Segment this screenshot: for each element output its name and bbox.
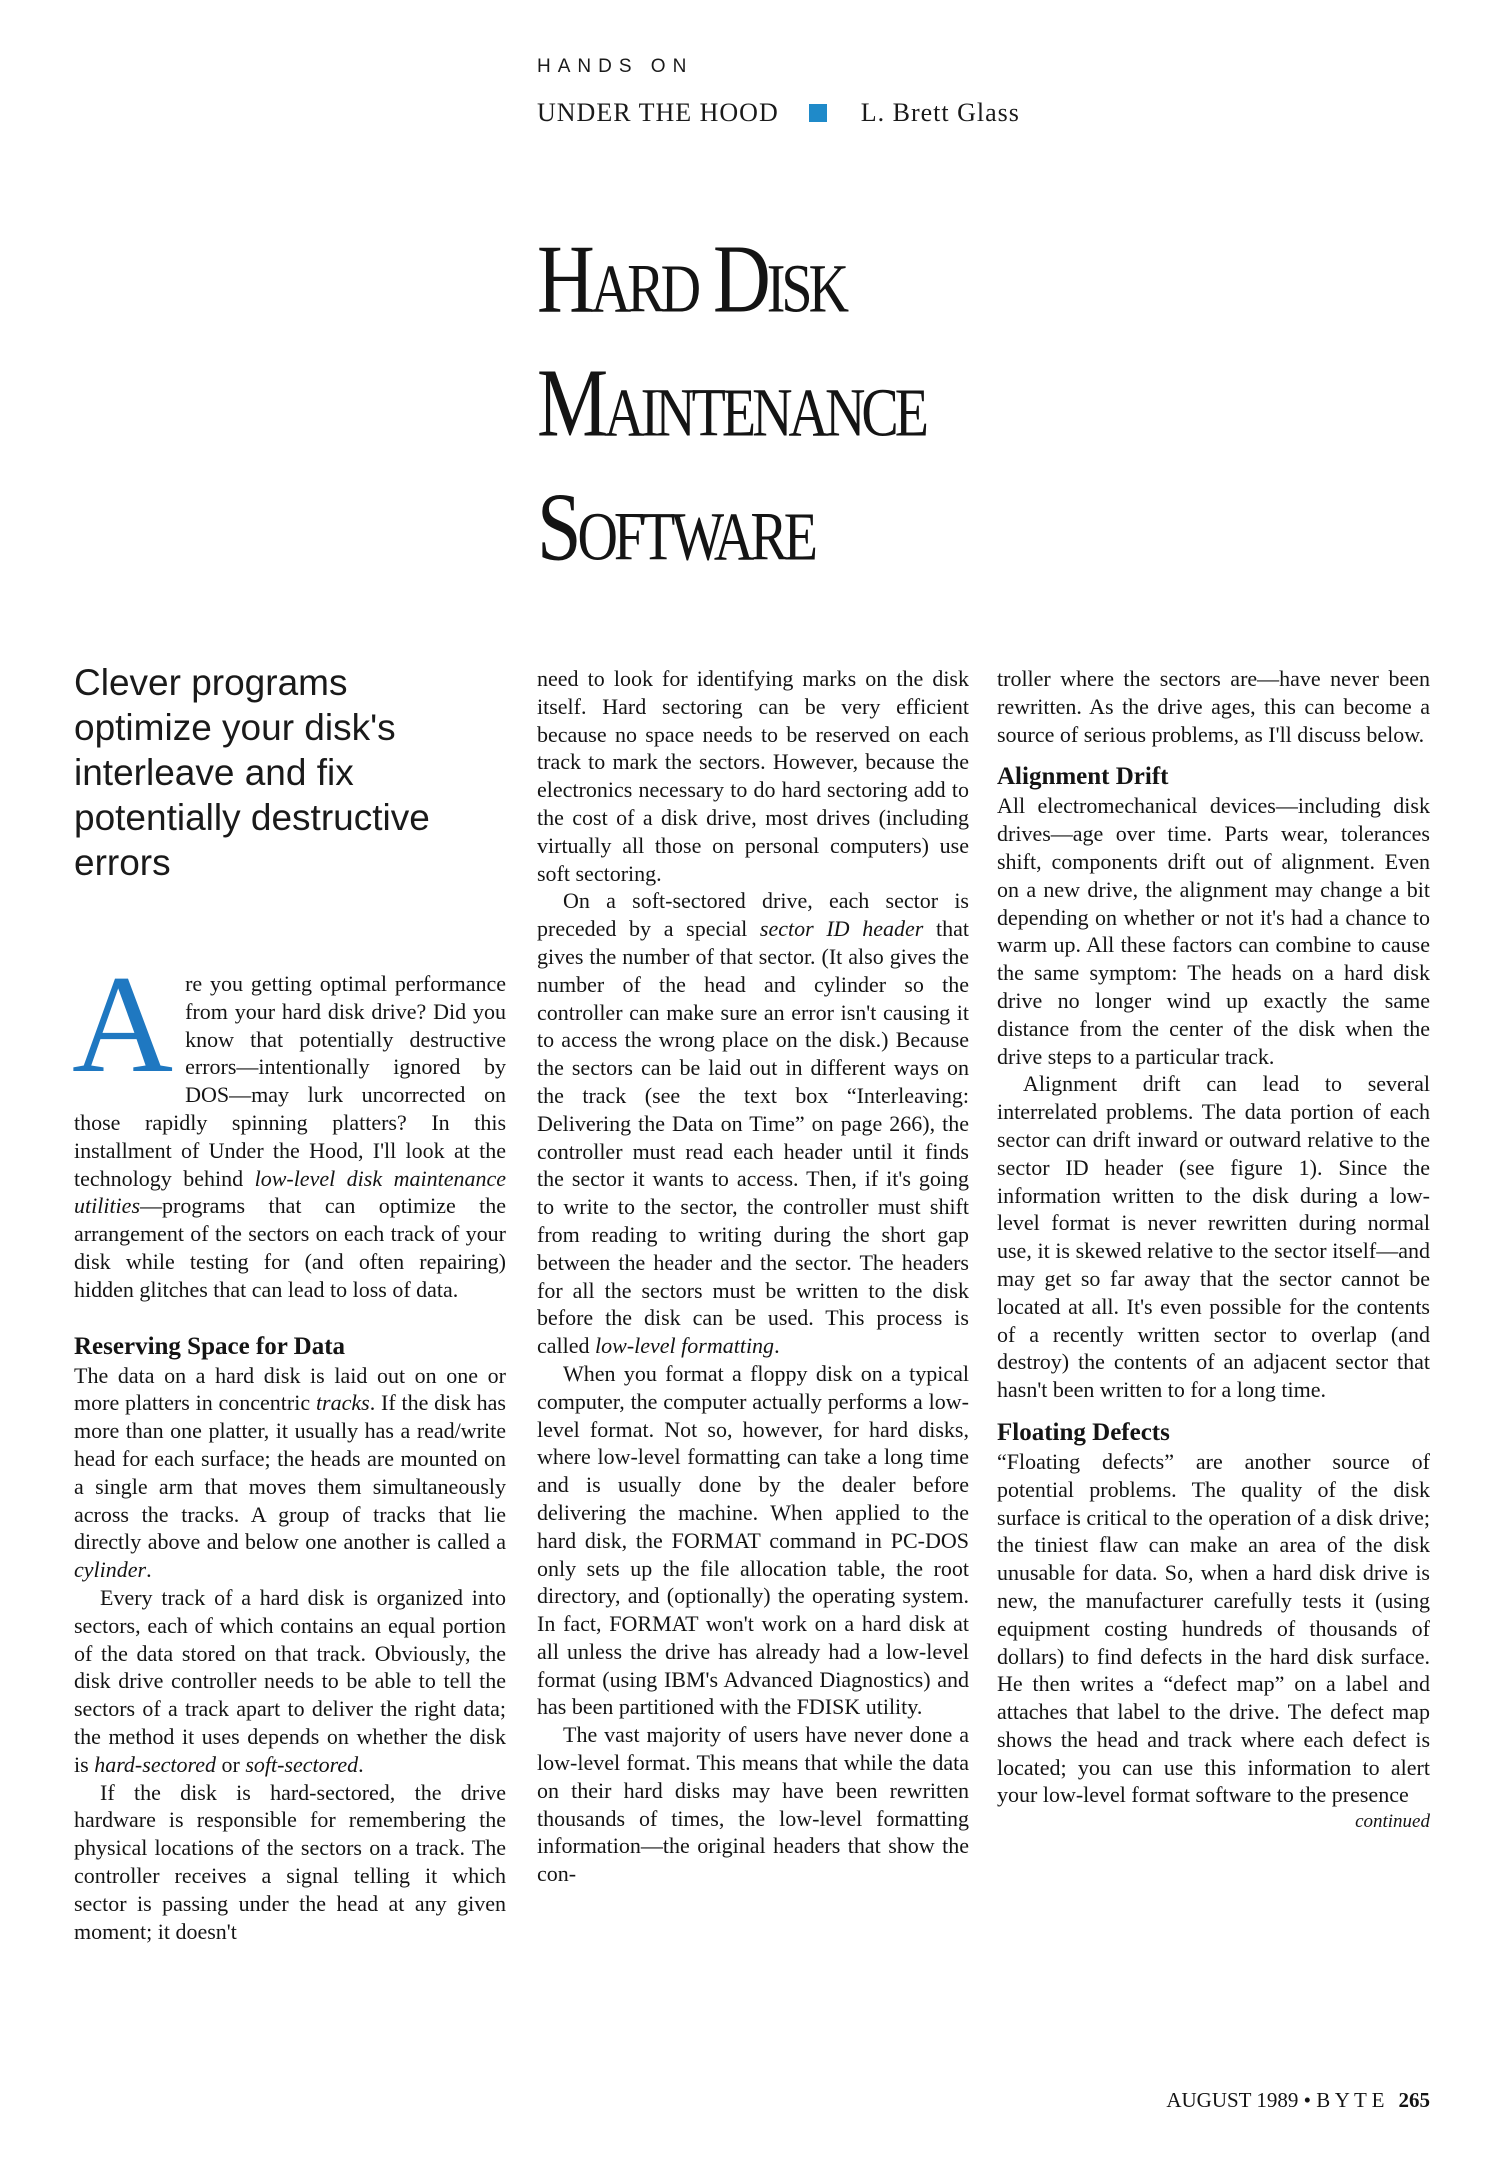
subheading: Alignment Drift xyxy=(997,763,1169,791)
issue-line: AUGUST 1989 • B Y T E xyxy=(1166,2088,1385,2112)
paragraph: need to look for identifying marks on the disk itself. Hard sectoring can be very efficient because no space needs to be reserved on each track to mark the sectors. However, because the electronics necessary to do hard sectoring add to the cost of a disk drive, most drives (including virtually all those on personal computers) use soft sectoring. xyxy=(537,666,969,886)
paragraph: troller where the sectors are—have never been rewritten. As the drive ages, this can become a source of serious problems, as I'll discuss below. xyxy=(997,666,1430,747)
paragraph: When you format a floppy disk on a typical computer, the computer actually performs a low-level format. Not so, however, for hard disks, where low-level formatting can take a long time and is usually done by the dealer before delivering the machine. When applied to the hard disk, the FORMAT command in PC-DOS only sets up the file allocation table, the root directory, and (optionally) the operating system. In fact, FORMAT won't work on a hard disk at all unless the drive has already had a low-level format (using IBM's Advanced Diagnostics) and has been partitioned with the FDISK utility. xyxy=(537,1360,969,1720)
paragraph: Every track of a hard disk is organized into sectors, each of which contains an equal portion of the data stored on that track. Obviously, the disk drive controller needs to be able to tell the sectors of a track apart to deliver the right data; the method it uses depends on whether the disk is hard-sectored or soft-sectored. xyxy=(74,1584,506,1777)
paragraph: On a soft-sectored drive, each sector is preceded by a special sector ID header that gives the number of that sector. (It also gives the number of the head and cylinder so the controller can make sure an error isn't causing it to access the wrong place on the disk.) Because the sectors can be laid out in different ways on the track (see the text box “Interleaving: Delivering the Data on Time” on page 266), the controller must read each header until it finds the sector it wants to access. Then, if it's going to write to the sector, the controller must shift from reading to writing during the short gap between the header and the sector. The headers for all the sectors must be written to the disk before the disk can be used. This process is called low-level formatting. xyxy=(537,888,970,1359)
column-header xyxy=(537,96,1020,130)
text-column-3 xyxy=(997,665,1430,1833)
paragraph: The data on a hard disk is laid out on one or more platters in concentric tracks. If the disk has more than one platter, it usually has a read/write head for each surface; the heads are mounted on a single arm that moves them simultaneously across the tracks. A group of tracks that lie directly above and below one another is called a cylinder. xyxy=(74,1362,506,1583)
blue-square-bullet xyxy=(809,104,827,122)
page-number: 265 xyxy=(1398,2088,1430,2112)
article-title xyxy=(537,218,1477,590)
paragraph: “Floating defects” are another source of potential problems. The quality of the disk surface is critical to the operation of a disk drive; the tiniest flaw can make an area of the disk unusable for data. So, when a hard disk drive is new, the manufacturer carefully tests it (using equipment costing hundreds of thousands of dollars) to find defects in the hard disk surface. He then writes a “defect map” on a label and attaches that label to the drive. The defect map shows the head and track where each defect is located; you can use this information to alert your low-level format software to the presence xyxy=(997,1448,1430,1808)
paragraph: If the disk is hard-sectored, the drive hardware is responsible for remembering the physical locations of the sectors on a track. The controller receives a signal telling it which sector is passing under the head at any given moment; it doesn't xyxy=(74,1779,506,1944)
continued-label: continued xyxy=(1355,1811,1430,1833)
subheading: Floating Defects xyxy=(997,1418,1170,1446)
title-line-1: Hard Disk xyxy=(537,226,846,334)
page-footer xyxy=(1166,2088,1430,2113)
paragraph: All electromechanical devices—including disk drives—age over time. Parts wear, tolerances shift, components drift out of alignment. Even on a new drive, the alignment may change a bit depending on whether or not it's had a chance to warm up. All these factors can combine to cause the same symptom: The heads on a hard disk drive no longer wind up exactly the same distance from the center of the disk when the drive steps to a particular track. xyxy=(997,793,1430,1069)
section-label: HANDS ON xyxy=(537,56,694,77)
text-column-2 xyxy=(537,665,969,1888)
paragraph: Alignment drift can lead to several interrelated problems. The data portion of each sector can drift inward or outward relative to the sector ID header (see figure 1). Since the information written to the disk during a low-level format is never rewritten during normal use, it is skewed relative to the sector itself—and may get so far away that the sector cannot be located at all. It's even possible for the contents of a recently written sector to overlap (and destroy) the contents of an adjacent sector that hasn't been written to for a long time. xyxy=(997,1071,1430,1403)
title-line-2: Maintenance xyxy=(537,350,925,458)
column-name: UNDER THE HOOD xyxy=(537,98,779,127)
drop-cap: A xyxy=(72,947,174,1102)
author-name: L. Brett Glass xyxy=(860,98,1020,127)
article-deck: Clever programs optimize your disk's interleave and fix potentially destructive errors xyxy=(74,662,430,883)
text-column-1 xyxy=(72,947,506,1945)
subheading: Reserving Space for Data xyxy=(74,1332,346,1360)
paragraph: Are you getting optimal performance from your hard disk drive? Did you know that potentially destructive errors—intentionally ignored by DOS—may lurk uncorrected on those rapidly spinning platters? In this installment of Under the Hood, I'll look at the technology behind low-level disk maintenance utilities—programs that can optimize the arrangement of the sectors on each track of your disk while testing for (and often repairing) hidden glitches that can lead to loss of data. xyxy=(72,947,506,1302)
title-line-3: Software xyxy=(537,474,814,582)
paragraph: The vast majority of users have never done a low-level format. This means that while the data on their hard disks may have been rewritten thousands of times, the low-level formatting information—the original headers that show the con- xyxy=(537,1722,969,1887)
